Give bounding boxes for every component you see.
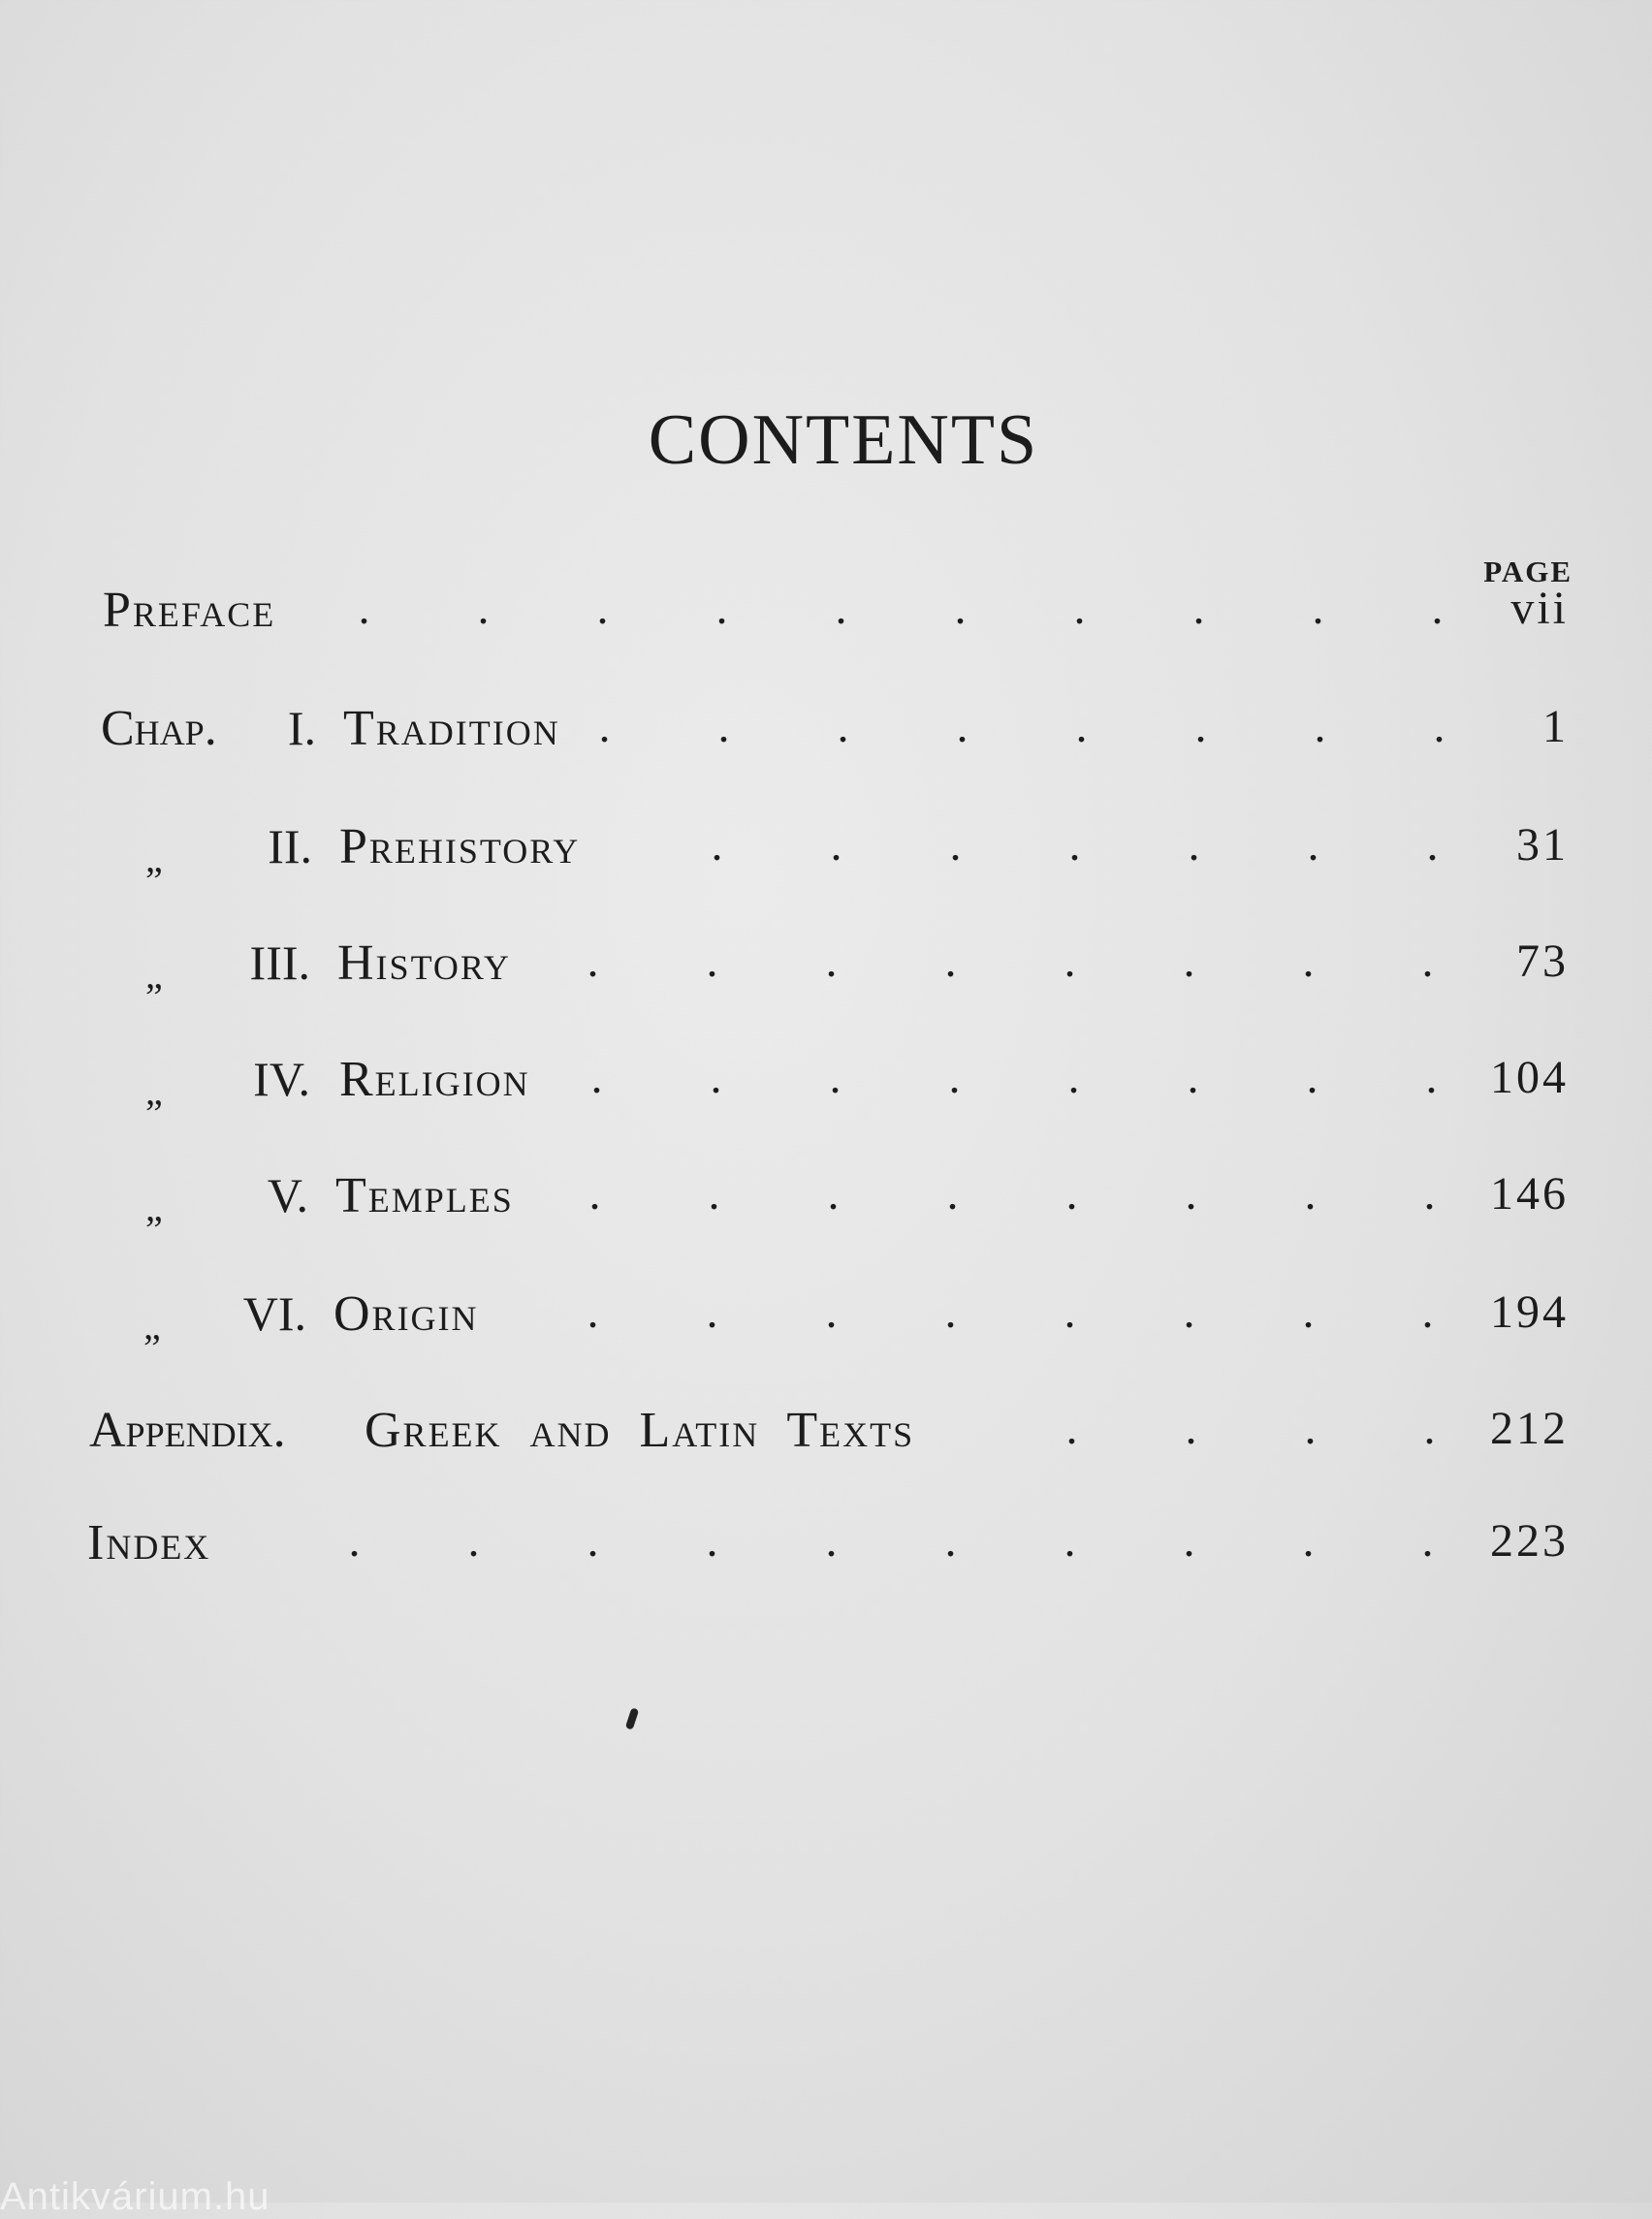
- toc-entry-title: Religion: [339, 1052, 530, 1107]
- chapter-numeral: II.: [268, 819, 312, 873]
- toc-page-number: 194: [1490, 1286, 1569, 1338]
- page-column-label: PAGE: [1483, 555, 1573, 588]
- toc-entry-chapter-5: [0, 1167, 1652, 1245]
- ditto-mark: „: [145, 837, 163, 880]
- toc-entry-title: Preface: [103, 583, 276, 638]
- dot-leader: . . . . . . . . . .: [348, 1515, 1434, 1567]
- toc-entry-preface: [0, 582, 1652, 659]
- ink-speck: [625, 1707, 639, 1729]
- toc-entry-chapter-3: [0, 935, 1652, 1012]
- toc-page-number: vii: [1510, 583, 1569, 634]
- watermark-logo: Antikvárium.hu: [0, 2175, 270, 2218]
- ditto-mark: „: [145, 1186, 163, 1229]
- ditto-mark: „: [145, 1069, 163, 1113]
- toc-entry-title: Prehistory: [339, 819, 581, 874]
- toc-page-number: 31: [1516, 819, 1569, 871]
- toc-page-number: 223: [1490, 1515, 1569, 1567]
- chapter-numeral: IV.: [253, 1052, 310, 1106]
- dot-leader: . . . . . . . .: [588, 1168, 1436, 1220]
- chapter-prefix: Chap.: [101, 701, 217, 756]
- chapter-numeral: III.: [249, 935, 310, 990]
- chapter-numeral: VI.: [242, 1286, 306, 1341]
- contents-heading: CONTENTS: [648, 400, 1039, 480]
- chapter-numeral: I.: [287, 701, 316, 755]
- toc-page-number: 1: [1542, 701, 1569, 752]
- toc-page-number: 146: [1490, 1168, 1569, 1220]
- toc-entry-title: Temples: [335, 1168, 514, 1223]
- appendix-prefix: Appendix.: [89, 1403, 286, 1458]
- toc-entry-title: Origin: [334, 1286, 479, 1342]
- dot-leader: . . . . . . . . . .: [358, 583, 1444, 634]
- ditto-mark: „: [145, 953, 163, 997]
- ditto-mark: „: [143, 1304, 161, 1347]
- toc-page-number: 212: [1490, 1403, 1569, 1454]
- toc-entry-chapter-2: [0, 818, 1652, 896]
- toc-entry-chapter-6: [0, 1285, 1652, 1363]
- toc-entry-title: Tradition: [343, 701, 560, 756]
- toc-entry-chapter-1: [0, 700, 1652, 777]
- toc-entry-title: Greek and Latin Texts: [365, 1403, 915, 1458]
- toc-page-number: 104: [1490, 1052, 1569, 1103]
- toc-entry-title: Index: [87, 1515, 211, 1570]
- dot-leader: . . . .: [1065, 1403, 1436, 1454]
- dot-leader: . . . . . . . .: [587, 935, 1434, 987]
- dot-leader: . . . . . . .: [711, 819, 1439, 871]
- toc-entry-title: History: [337, 935, 511, 991]
- dot-leader: . . . . . . . .: [590, 1052, 1438, 1103]
- chapter-numeral: V.: [267, 1168, 308, 1222]
- toc-entry-appendix: [0, 1402, 1652, 1479]
- dot-leader: . . . . . . . .: [587, 1286, 1434, 1338]
- toc-entry-index: [0, 1514, 1652, 1592]
- toc-entry-chapter-4: [0, 1051, 1652, 1128]
- dot-leader: . . . . . . . .: [598, 701, 1446, 752]
- toc-page-number: 73: [1516, 935, 1569, 987]
